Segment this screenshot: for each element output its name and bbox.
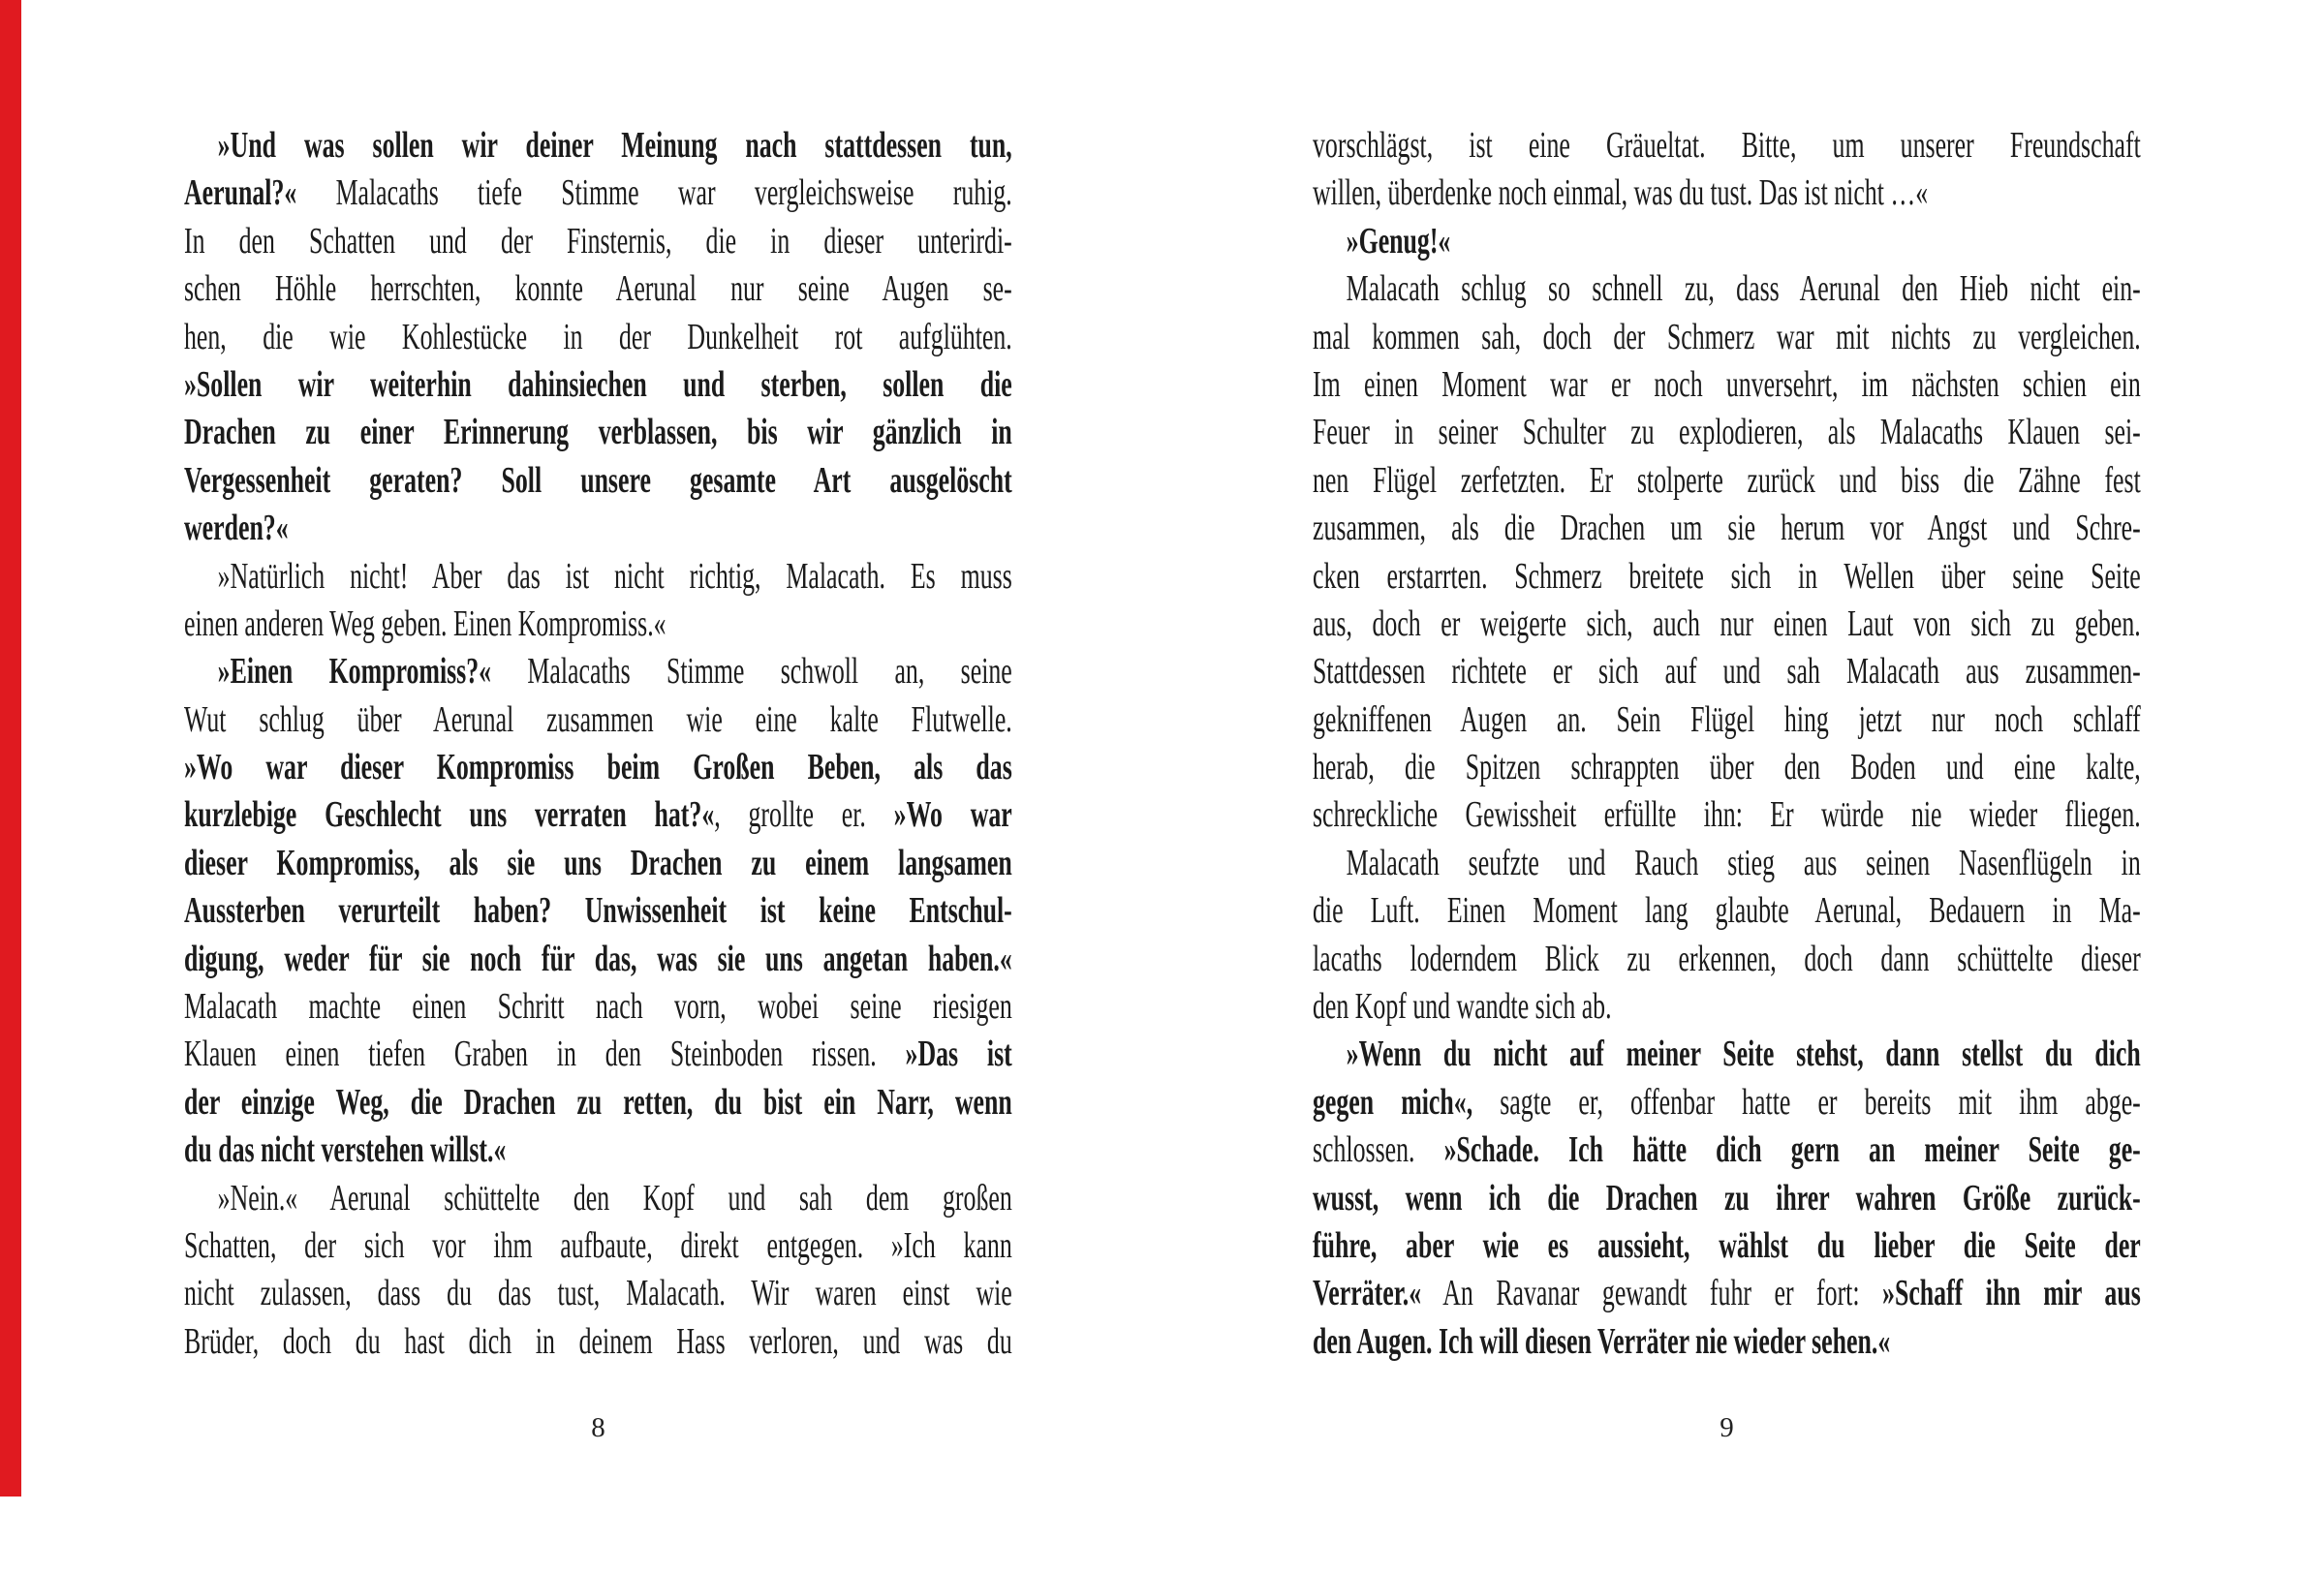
text-line: einen anderen Weg geben. Einen Kompromiss.« xyxy=(184,602,666,644)
text-line: Im einen Moment war er noch unversehrt, im nächsten schien ein xyxy=(1313,363,2141,405)
page-number-left: 8 xyxy=(591,1412,605,1443)
text-line: »Nein.« Aerunal schüttelte den Kopf und sah dem großen xyxy=(217,1177,1012,1219)
text-line: zusammen, als die Drachen um sie herum vor Angst und Schre- xyxy=(1313,508,2141,549)
text-line: werden?« xyxy=(184,508,289,549)
text-line: Malacath machte einen Schritt nach vorn, wobei seine riesigen xyxy=(184,986,1012,1028)
text-line: Malacath schlug so schnell zu, dass Aerunal den Hieb nicht ein- xyxy=(1346,268,2141,310)
text-line: den Kopf und wandte sich ab. xyxy=(1313,986,1612,1028)
text-line: »Genug!« xyxy=(1346,220,1451,262)
text-line: In den Schatten und der Finsternis, die in dieser unterirdi- xyxy=(184,220,1012,262)
page-number-right: 9 xyxy=(1720,1412,1734,1443)
text-line: wusst, wenn ich die Drachen zu ihrer wahren Größe zurück- xyxy=(1313,1177,2141,1219)
page-left-text xyxy=(184,122,1012,1366)
text-line: nen Flügel zerfetzten. Er stolperte zurück und biss die Zähne fest xyxy=(1313,459,2141,501)
text-line: Klauen einen tiefen Graben in den Steinboden rissen. »Das ist xyxy=(184,1034,1012,1075)
text-line: den Augen. Ich will diesen Verräter nie wieder sehen.« xyxy=(1313,1320,1891,1362)
text-line: führe, aber wie es aussieht, wählst du lieber die Seite der xyxy=(1313,1224,2141,1266)
text-line: schreckliche Gewissheit erfüllte ihn: Er würde nie wieder fliegen. xyxy=(1313,794,2141,836)
text-line: nicht zulassen, dass du das tust, Malacath. Wir waren einst wie xyxy=(184,1273,1012,1314)
text-line: schlossen. »Schade. Ich hätte dich gern an meiner Seite ge- xyxy=(1313,1129,2141,1171)
text-line: hen, die wie Kohlestücke in der Dunkelheit rot aufglühten. xyxy=(184,316,1012,357)
text-line: kurzlebige Geschlecht uns verraten hat?«, grollte er. »Wo war xyxy=(184,794,1012,836)
text-line: »Wenn du nicht auf meiner Seite stehst, dann stellst du dich xyxy=(1346,1034,2141,1075)
text-line: Brüder, doch du hast dich in deinem Hass verloren, und was du xyxy=(184,1320,1012,1362)
text-line: Verräter.« An Ravanar gewandt fuhr er fort: »Schaff ihn mir aus xyxy=(1313,1273,2141,1314)
text-line: Vergessenheit geraten? Soll unsere gesamte Art ausgelöscht xyxy=(184,459,1012,501)
page-right-text xyxy=(1313,122,2141,1366)
text-line: »Einen Kompromiss?« Malacaths Stimme schwoll an, seine xyxy=(217,651,1012,693)
text-line: herab, die Spitzen schrappten über den Boden und eine kalte, xyxy=(1313,747,2141,788)
text-line: gekniffenen Augen an. Sein Flügel hing jetzt nur noch schlaff xyxy=(1313,698,2141,740)
text-line: »Natürlich nicht! Aber das ist nicht richtig, Malacath. Es muss xyxy=(217,555,1012,597)
text-line: schen Höhle herrschten, konnte Aerunal nur seine Augen se- xyxy=(184,268,1012,310)
text-line: du das nicht verstehen willst.« xyxy=(184,1129,507,1171)
text-line: Schatten, der sich vor ihm aufbaute, direkt entgegen. »Ich kann xyxy=(184,1224,1012,1266)
text-line: digung, weder für sie noch für das, was sie uns angetan haben.« xyxy=(184,938,1012,979)
text-line: die Luft. Einen Moment lang glaubte Aerunal, Bedauern in Ma- xyxy=(1313,890,2141,932)
text-line: lacaths loderndem Blick zu erkennen, doch dann schüttelte dieser xyxy=(1313,938,2141,979)
text-line: Aerunal?« Malacaths tiefe Stimme war vergleichsweise ruhig. xyxy=(184,172,1012,214)
text-line: vorschlägst, ist eine Gräueltat. Bitte, um unserer Freundschaft xyxy=(1313,125,2141,166)
text-line: willen, überdenke noch einmal, was du tust. Das ist nicht …« xyxy=(1313,172,1929,214)
text-line: »Sollen wir weiterhin dahinsiechen und sterben, sollen die xyxy=(184,363,1012,405)
text-line: aus, doch er weigerte sich, auch nur einen Laut von sich zu geben. xyxy=(1313,602,2141,644)
text-line: »Wo war dieser Kompromiss beim Großen Beben, als das xyxy=(184,747,1012,788)
text-line: Stattdessen richtete er sich auf und sah Malacath aus zusammen- xyxy=(1313,651,2141,693)
text-line: cken erstarrten. Schmerz breitete sich in Wellen über seine Seite xyxy=(1313,555,2141,597)
text-line: der einzige Weg, die Drachen zu retten, du bist ein Narr, wenn xyxy=(184,1081,1012,1123)
text-line: mal kommen sah, doch der Schmerz war mit nichts zu vergleichen. xyxy=(1313,316,2141,357)
text-line: Drachen zu einer Erinnerung verblassen, bis wir gänzlich in xyxy=(184,412,1012,453)
text-line: Malacath seufzte und Rauch stieg aus seinen Nasenflügeln in xyxy=(1346,842,2141,883)
text-line: dieser Kompromiss, als sie uns Drachen zu einem langsamen xyxy=(184,842,1012,883)
text-line: Feuer in seiner Schulter zu explodieren, als Malacaths Klauen sei- xyxy=(1313,412,2141,453)
text-line: »Und was sollen wir deiner Meinung nach stattdessen tun, xyxy=(217,125,1012,166)
text-line: gegen mich«, sagte er, offenbar hatte er bereits mit ihm abge- xyxy=(1313,1081,2141,1123)
red-accent-bar xyxy=(0,0,21,1497)
text-line: Aussterben verurteilt haben? Unwissenheit ist keine Entschul- xyxy=(184,890,1012,932)
text-line: Wut schlug über Aerunal zusammen wie eine kalte Flutwelle. xyxy=(184,698,1012,740)
